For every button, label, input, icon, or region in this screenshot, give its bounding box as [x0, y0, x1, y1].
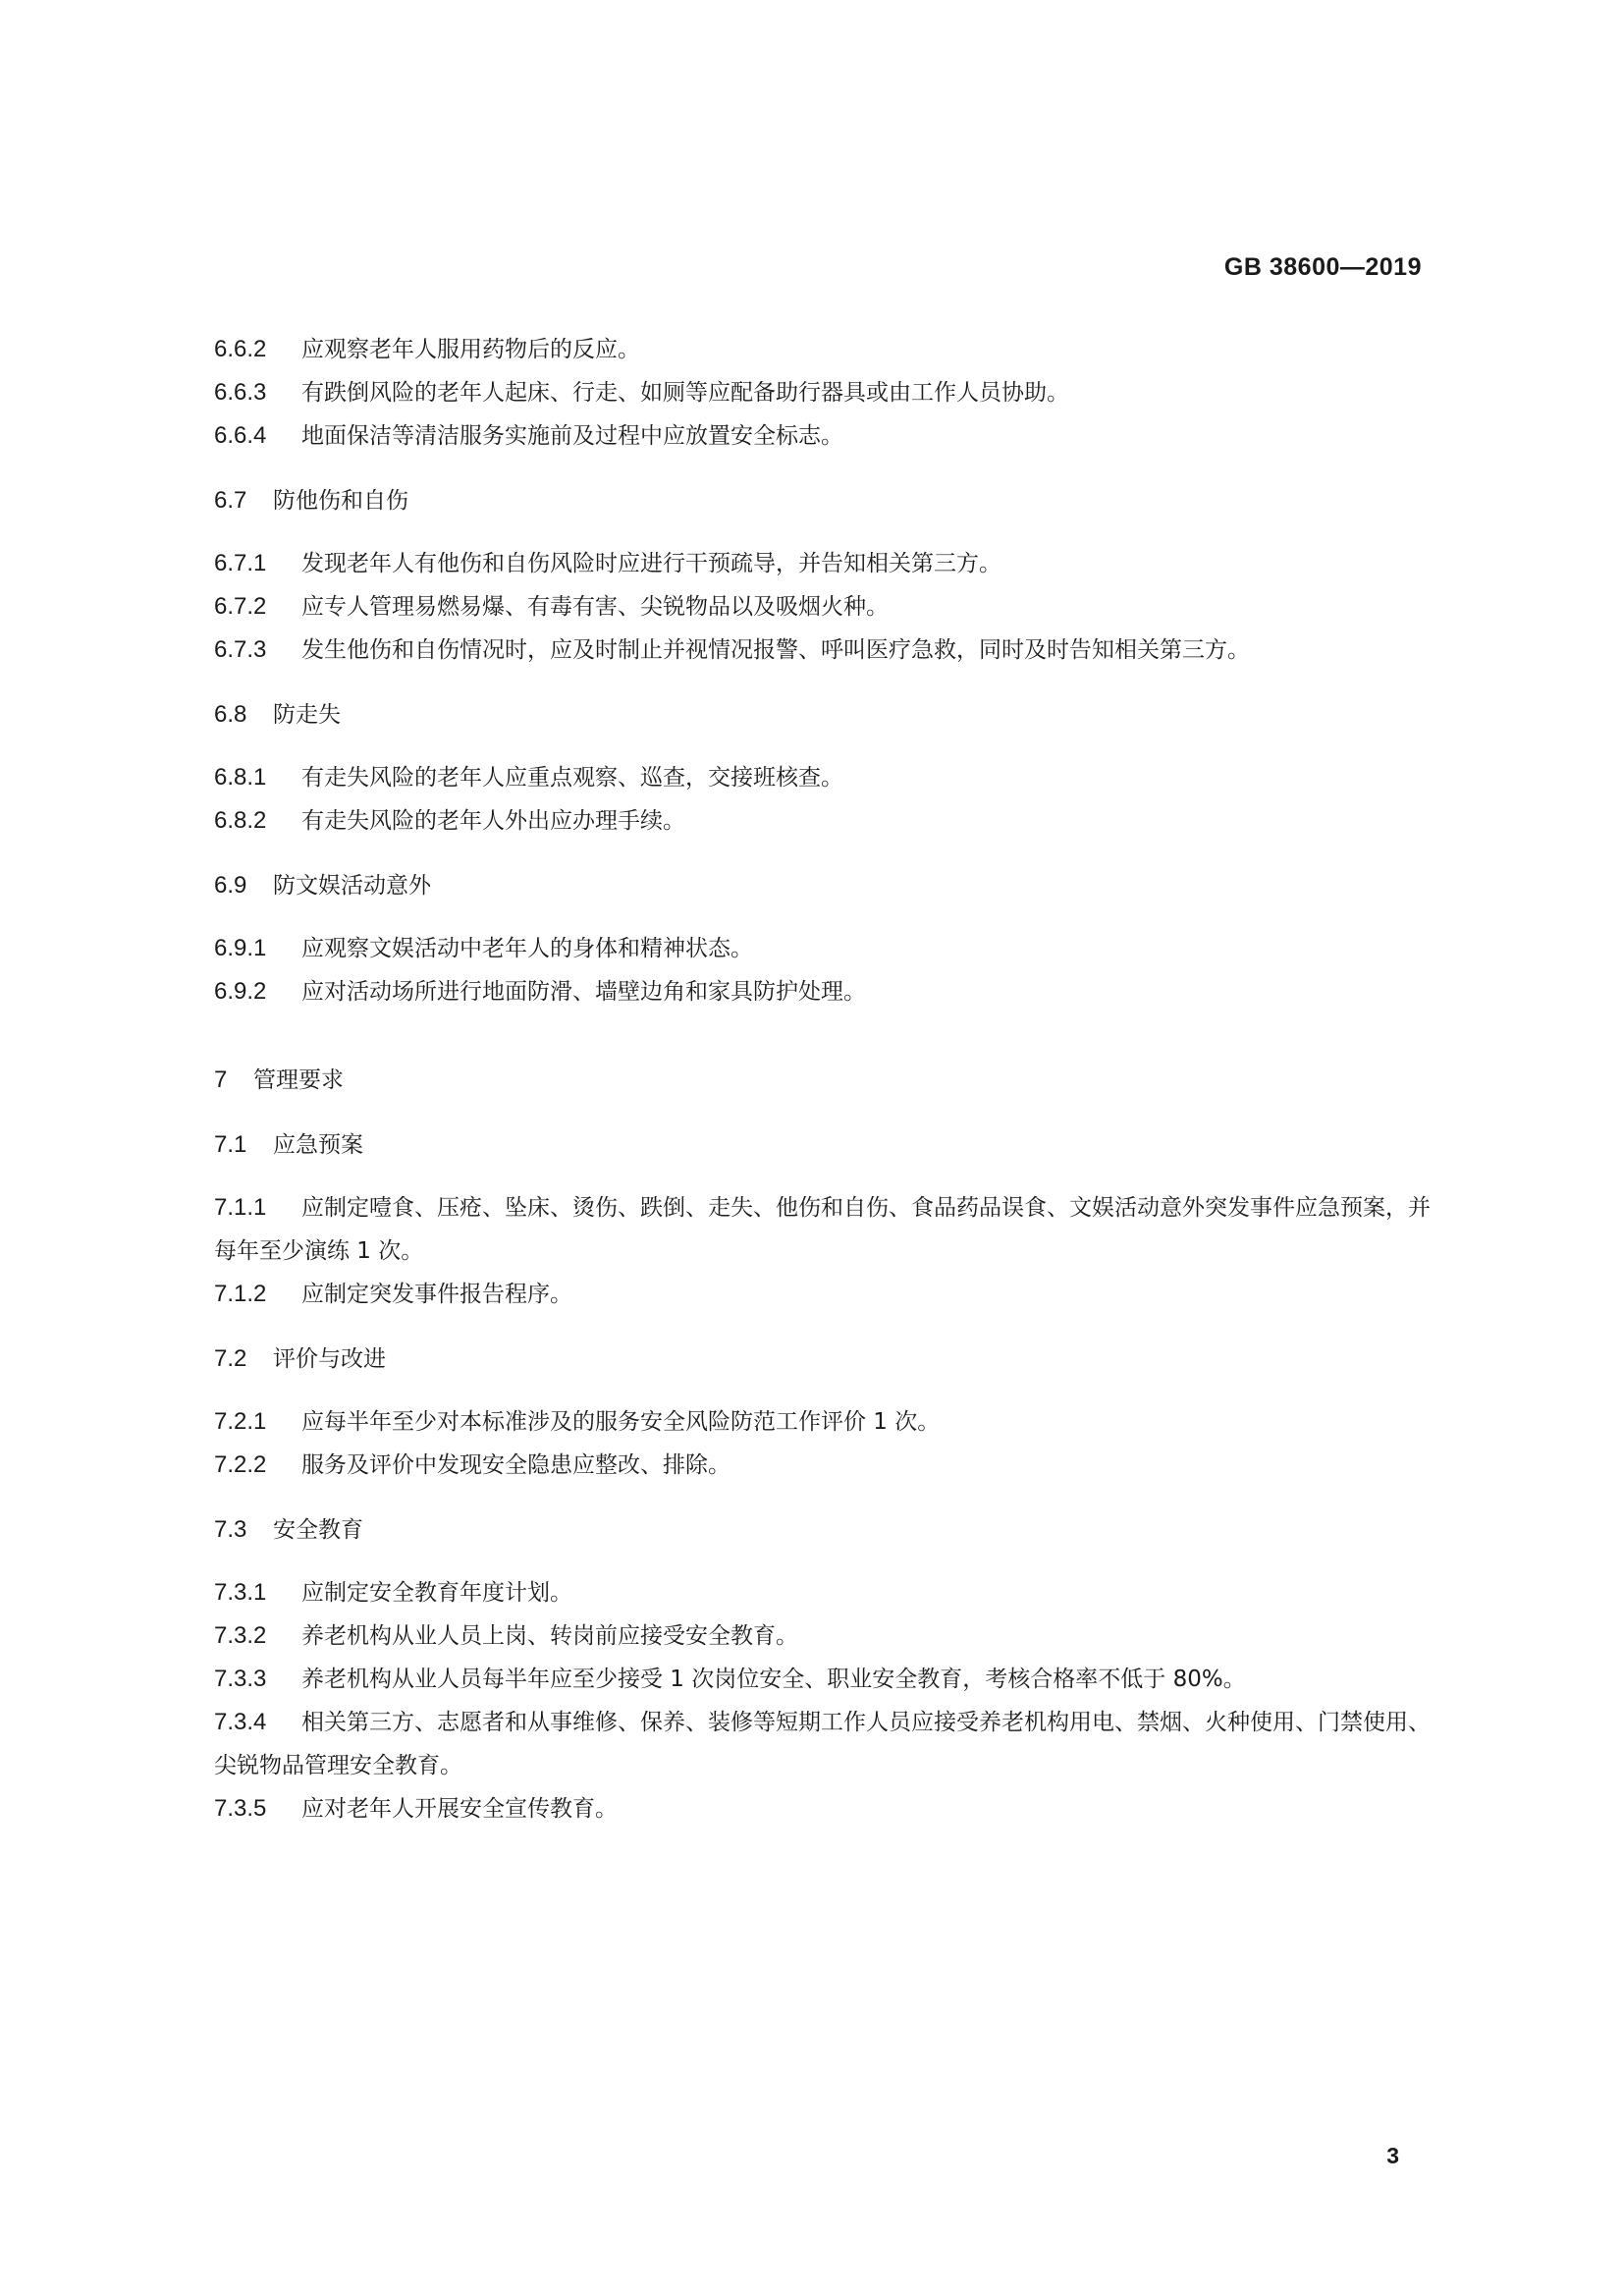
clause-number: 7.3.2 [214, 1622, 267, 1649]
section-number: 7.2 [214, 1345, 247, 1372]
clause-number: 7.3.4 [214, 1709, 267, 1735]
clause-6-7-1 [214, 542, 1432, 585]
section-7-1-heading [214, 1123, 1432, 1167]
clause-7-3-5 [214, 1787, 1432, 1831]
clause-text: 应每半年至少对本标准涉及的服务安全风险防范工作评价 1 次。 [301, 1409, 941, 1435]
clause-number: 6.9.2 [214, 978, 267, 1005]
clause-6-8-2 [214, 799, 1432, 843]
section-6-8-heading [214, 693, 1432, 737]
clause-number: 7.2.2 [214, 1451, 267, 1478]
clause-7-2-1 [214, 1400, 1432, 1444]
clause-text: 应对老年人开展安全宣传教育。 [301, 1796, 618, 1822]
clause-text: 地面保洁等清洁服务实施前及过程中应放置安全标志。 [301, 423, 843, 449]
clause-text: 养老机构从业人员上岗、转岗前应接受安全教育。 [301, 1623, 798, 1649]
clause-text: 养老机构从业人员每半年应至少接受 1 次岗位安全、职业安全教育，考核合格率不低于 80%。 [301, 1667, 1246, 1692]
clause-6-6-4 [214, 414, 1432, 458]
clause-number: 6.8.1 [214, 764, 267, 791]
clause-number: 6.7.2 [214, 593, 267, 620]
clause-text: 服务及评价中发现安全隐患应整改、排除。 [301, 1452, 730, 1478]
clause-text: 有走失风险的老年人应重点观察、巡查，交接班核查。 [301, 765, 843, 791]
clause-7-3-2 [214, 1614, 1432, 1658]
section-number: 7.1 [214, 1131, 247, 1158]
chapter-number: 7 [214, 1066, 228, 1093]
clause-number: 7.1.1 [214, 1194, 267, 1221]
clause-number: 6.7.1 [214, 550, 267, 576]
clause-number: 7.3.1 [214, 1579, 267, 1606]
clause-number: 6.6.4 [214, 422, 267, 449]
clause-text: 有跌倒风险的老年人起床、行走、如厕等应配备助行器具或由工作人员协助。 [301, 380, 1069, 406]
section-number: 6.8 [214, 701, 247, 728]
clause-6-7-3 [214, 629, 1432, 672]
section-7-2-heading [214, 1338, 1432, 1381]
clause-6-6-2 [214, 328, 1432, 371]
clause-number: 7.3.3 [214, 1666, 267, 1692]
page-number: 3 [1386, 2143, 1399, 2168]
clause-text: 应制定安全教育年度计划。 [301, 1580, 572, 1606]
clause-number: 6.6.2 [214, 336, 267, 362]
clause-text: 应对活动场所进行地面防滑、墙壁边角和家具防护处理。 [301, 979, 866, 1005]
clause-6-8-1 [214, 756, 1432, 799]
clause-7-1-2 [214, 1273, 1432, 1316]
clause-text: 发现老年人有他伤和自伤风险时应进行干预疏导，并告知相关第三方。 [301, 551, 1001, 576]
clause-7-2-2 [214, 1444, 1432, 1487]
clause-7-3-4 [214, 1701, 1432, 1787]
clause-text: 应制定突发事件报告程序。 [301, 1282, 572, 1307]
standard-code-header: GB 38600—2019 [1223, 253, 1422, 281]
clause-6-6-3 [214, 371, 1432, 414]
clause-text: 发生他伤和自伤情况时，应及时制止并视情况报警、呼叫医疗急救，同时及时告知相关第三方。 [301, 637, 1250, 663]
clause-7-3-1 [214, 1571, 1432, 1614]
section-6-9-heading [214, 864, 1432, 907]
section-number: 7.3 [214, 1516, 247, 1543]
chapter-7-heading [214, 1059, 1432, 1102]
section-number: 6.7 [214, 487, 247, 514]
clause-text: 应观察文娱活动中老年人的身体和精神状态。 [301, 936, 753, 961]
clause-text: 有走失风险的老年人外出应办理手续。 [301, 808, 685, 834]
section-number: 6.9 [214, 872, 247, 899]
section-7-3-heading [214, 1508, 1432, 1552]
clause-number: 6.6.3 [214, 379, 267, 406]
clause-number: 7.1.2 [214, 1281, 267, 1307]
clause-6-9-1 [214, 927, 1432, 970]
clause-7-3-3 [214, 1658, 1432, 1701]
clause-7-1-1 [214, 1186, 1432, 1273]
clause-6-7-2 [214, 585, 1432, 629]
section-title: 安全教育 [273, 1517, 363, 1543]
clause-text: 应专人管理易燃易爆、有毒有害、尖锐物品以及吸烟火种。 [301, 594, 889, 620]
clause-number: 6.7.3 [214, 636, 267, 663]
section-title: 应急预案 [273, 1132, 363, 1158]
section-title: 防他伤和自伤 [273, 488, 408, 514]
clause-text: 应制定噎食、压疮、坠床、烫伤、跌倒、走失、他伤和自伤、食品药品误食、文娱活动意外突发事件应急预案，并每年至少演练 1 次。 [214, 1195, 1431, 1264]
section-title: 防文娱活动意外 [273, 873, 431, 899]
section-6-7-heading [214, 479, 1432, 522]
clause-text: 相关第三方、志愿者和从事维修、保养、装修等短期工作人员应接受养老机构用电、禁烟、火种使用、门禁使用、尖锐物品管理安全教育。 [214, 1710, 1431, 1778]
document-body [214, 328, 1432, 1831]
clause-number: 6.9.1 [214, 935, 267, 961]
clause-number: 6.8.2 [214, 807, 267, 834]
clause-number: 7.3.5 [214, 1795, 267, 1822]
clause-number: 7.2.1 [214, 1408, 267, 1435]
clause-text: 应观察老年人服用药物后的反应。 [301, 337, 640, 362]
clause-6-9-2 [214, 970, 1432, 1013]
chapter-title: 管理要求 [253, 1067, 344, 1093]
section-title: 评价与改进 [273, 1346, 386, 1372]
section-title: 防走失 [273, 702, 341, 728]
